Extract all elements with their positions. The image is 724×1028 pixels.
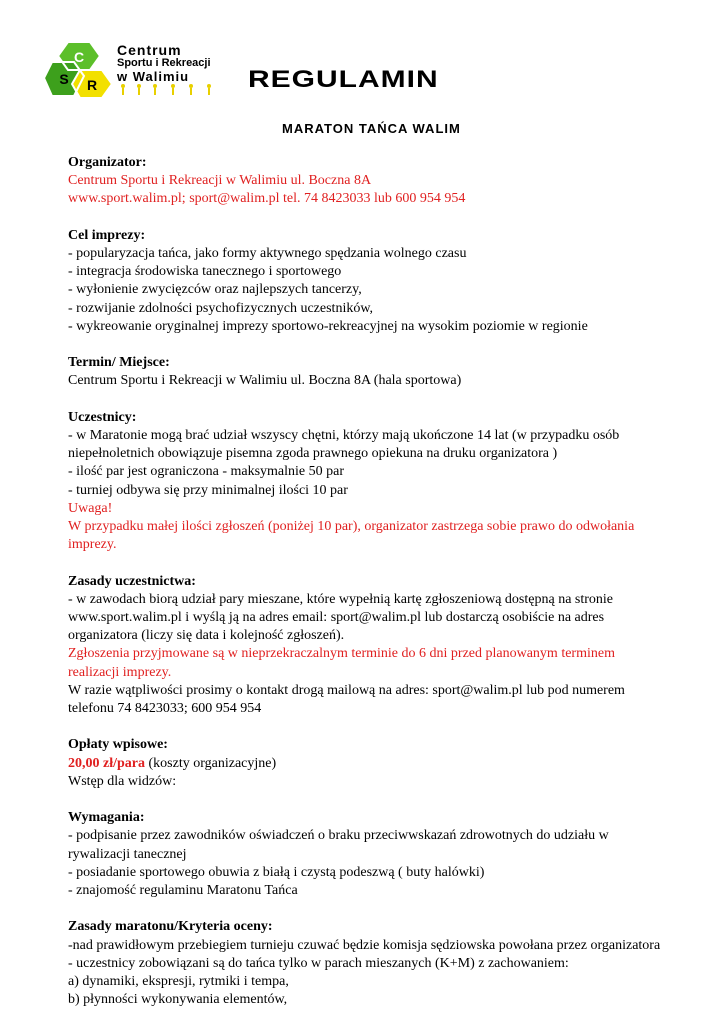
criteria-heading: Zasady maratonu/Kryteria oceny: bbox=[68, 919, 273, 935]
list-item: - popularyzacja tańca, jako formy aktywnego spędzania wolnego czasu bbox=[68, 246, 467, 261]
fees-heading: Opłaty wpisowe: bbox=[68, 737, 168, 753]
fee-amount: 20,00 zł/para bbox=[68, 755, 145, 771]
list-item: - wyłonienie zwycięzców oraz najlepszych tancerzy, bbox=[68, 282, 362, 298]
participants-heading: Uczestnicy: bbox=[68, 409, 137, 425]
rules-text: - w zawodach biorą udział pary mieszane, które wypełnią kartę zgłoszeniową dostępną na stronie www.sport.walim.pl i wyślą ją na adres email: sport@walim.pl lub dostarczą osobiście na adres organizatora (liczy się data i kolejność zgłoszeń). bbox=[68, 591, 614, 644]
page-subtitle: MARATON TAŃCA WALIM bbox=[282, 121, 461, 136]
list-item: - ilość par jest ograniczona - maksymalnie 50 par bbox=[68, 464, 345, 480]
fee-note: (koszty organizacyjne) bbox=[145, 755, 277, 771]
requirements-section bbox=[68, 809, 668, 900]
place-section bbox=[68, 354, 668, 390]
place-heading: Termin/ Miejsce: bbox=[68, 355, 170, 371]
logo-letter-r: R bbox=[86, 77, 98, 93]
logo-hexagon-icon bbox=[44, 40, 124, 102]
list-item: - podpisanie przez zawodników oświadczeń o braku przeciwwskazań zdrowotnych do udziału w rywalizacji tanecznej bbox=[68, 828, 609, 862]
rules-deadline: Zgłoszenia przyjmowane są w nieprzekraczalnym terminie do 6 dni przed planowanym terminem realizacji imprezy. bbox=[68, 646, 615, 680]
list-item: - znajomość regulaminu Maratonu Tańca bbox=[68, 883, 298, 899]
list-item: - posiadanie sportowego obuwia z białą i czystą podeszwą ( buty halówki) bbox=[68, 864, 485, 880]
logo-line-1: Centrum bbox=[117, 42, 182, 58]
list-item: - rozwijanie zdolności psychofizycznych uczestników, bbox=[68, 300, 374, 316]
warning-label: Uwaga! bbox=[68, 500, 113, 516]
list-item: b) płynności wykonywania elementów, bbox=[68, 992, 288, 1008]
place-text: Centrum Sportu i Rekreacji w Walimiu ul. Boczna 8A (hala sportowa) bbox=[68, 373, 462, 389]
participants-section bbox=[68, 409, 668, 555]
goal-section bbox=[68, 227, 668, 336]
organizer-heading: Organizator: bbox=[68, 155, 147, 170]
list-item: a) dynamiki, ekspresji, rytmiki i tempa, bbox=[68, 974, 289, 990]
rules-contact: W razie wątpliwości prosimy o kontakt drogą mailową na adres: sport@walim.pl lub pod numerem telefonu 74 8423033; 600 954 954 bbox=[68, 682, 625, 717]
logo bbox=[44, 40, 244, 102]
goal-heading: Cel imprezy: bbox=[68, 227, 146, 243]
list-item: - integracja środowiska tanecznego i sportowego bbox=[68, 264, 342, 280]
list-item: - uczestnicy zobowiązani są do tańca tylko w parach mieszanych (K+M) z zachowaniem: bbox=[68, 955, 569, 971]
criteria-section bbox=[68, 918, 668, 1009]
logo-line-3: w Walimiu bbox=[117, 69, 190, 84]
list-item: -nad prawidłowym przebiegiem turnieju czuwać będzie komisja sędziowska powołana przez organizatora bbox=[68, 937, 661, 953]
logo-letter-s: S bbox=[59, 71, 69, 87]
organizer-contact: www.sport.walim.pl; sport@walim.pl tel. 74 8423033 lub 600 954 954 bbox=[68, 191, 466, 207]
rules-heading: Zasady uczestnictwa: bbox=[68, 573, 196, 589]
dancers-icon bbox=[117, 83, 227, 97]
organizer-section bbox=[68, 154, 668, 209]
viewers-fee: Wstęp dla widzów: bbox=[68, 773, 177, 789]
page-title: REGULAMIN bbox=[248, 66, 439, 93]
list-item: - turniej odbywa się przy minimalnej ilości 10 par bbox=[68, 482, 348, 498]
organizer-address: Centrum Sportu i Rekreacji w Walimiu ul. Boczna 8A bbox=[68, 173, 372, 189]
fees-section bbox=[68, 736, 668, 791]
rules-section bbox=[68, 573, 668, 719]
logo-line-2: Sportu i Rekreacji bbox=[117, 57, 211, 69]
list-item: - w Maratonie mogą brać udział wszyscy chętni, którzy mają ukończone 14 lat (w przypadku osób niepełnoletnich obowiązuje pisemna zgoda prawnego opiekuna na druku organizatora ) bbox=[68, 428, 620, 462]
warning-text: W przypadku małej ilości zgłoszeń (poniżej 10 par), organizator zastrzega sobie prawo do odwołania imprezy. bbox=[68, 519, 635, 553]
fee-line bbox=[68, 755, 668, 773]
requirements-heading: Wymagania: bbox=[68, 810, 145, 826]
list-item: - wykreowanie oryginalnej imprezy sportowo-rekreacyjnej na wysokim poziomie w regionie bbox=[68, 318, 588, 334]
document-body bbox=[68, 154, 668, 1028]
logo-text bbox=[117, 44, 227, 99]
logo-letter-c: C bbox=[73, 49, 85, 65]
